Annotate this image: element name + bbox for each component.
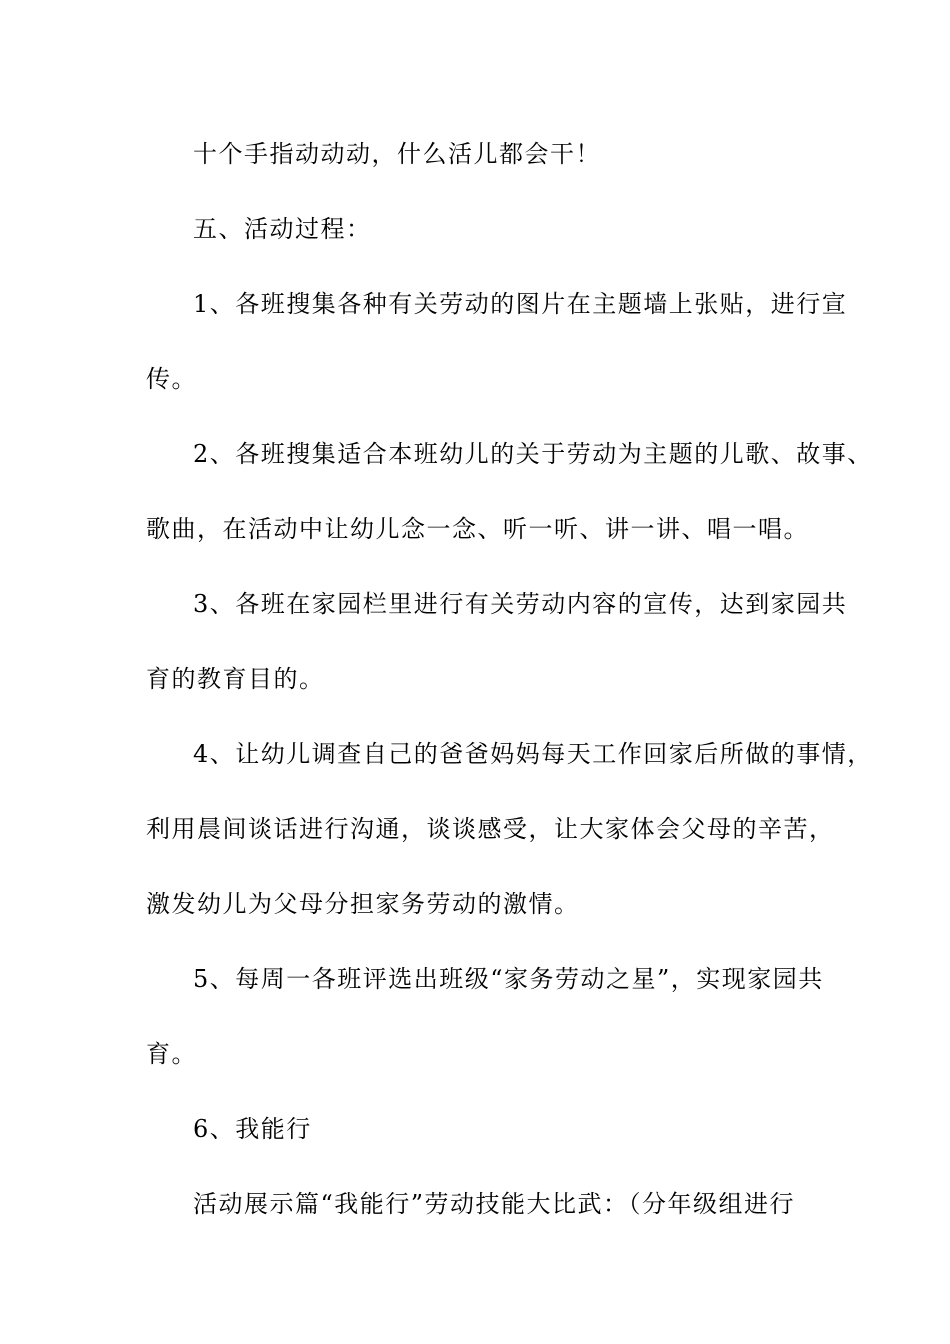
text-line: 十个手指动动动，什么活儿都会干！ xyxy=(193,140,601,168)
text-line: 育。 xyxy=(146,1040,197,1068)
text-line: 1、各班搜集各种有关劳动的图片在主题墙上张贴，进行宣 xyxy=(193,290,848,318)
text-line: 2、各班搜集适合本班幼儿的关于劳动为主题的儿歌、故事、 xyxy=(193,440,873,468)
text-line: 5、每周一各班评选出班级“家务劳动之星”，实现家园共 xyxy=(193,965,824,993)
text-line: 3、各班在家园栏里进行有关劳动内容的宣传，达到家园共 xyxy=(193,590,848,618)
text-line: 传。 xyxy=(146,365,197,393)
text-line: 活动展示篇“我能行”劳动技能大比武：（分年级组进行 xyxy=(193,1190,796,1218)
text-line: 6、我能行 xyxy=(193,1115,312,1143)
section-heading: 五、活动过程： xyxy=(193,215,372,243)
text-line: 育的教育目的。 xyxy=(146,665,325,693)
text-line: 激发幼儿为父母分担家务劳动的激情。 xyxy=(146,890,580,918)
text-line: 4、让幼儿调查自己的爸爸妈妈每天工作回家后所做的事情， xyxy=(193,740,873,768)
text-line: 利用晨间谈话进行沟通，谈谈感受，让大家体会父母的辛苦， xyxy=(146,815,835,843)
text-line: 歌曲，在活动中让幼儿念一念、听一听、讲一讲、唱一唱。 xyxy=(146,515,809,543)
